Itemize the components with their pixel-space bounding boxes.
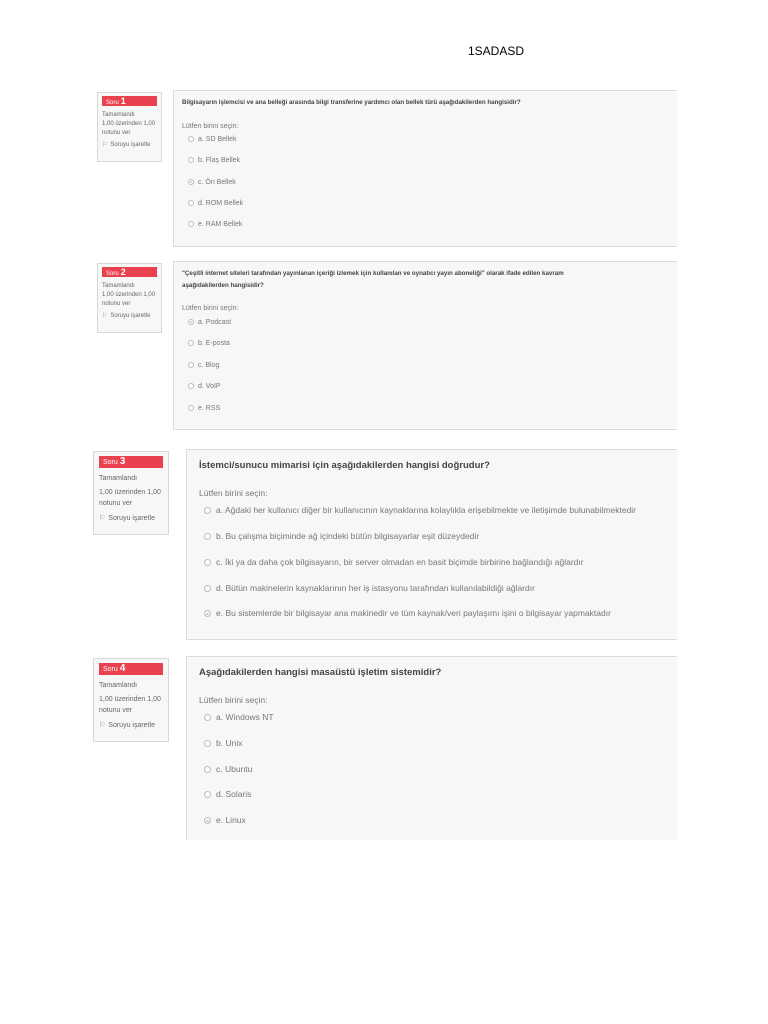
answer-option-e[interactable]	[204, 815, 246, 825]
grade-text: 1,00 üzerinden 1,00	[99, 696, 161, 703]
radio-button[interactable]	[204, 714, 211, 721]
radio-button[interactable]	[204, 791, 211, 798]
option-label: e. Bu sistemlerde bir bilgisayar ana makinedir ve tüm kaynak/veri paylaşımı işini o bilgisayar yapmaktadır	[216, 608, 611, 618]
radio-button[interactable]	[204, 766, 211, 773]
question-content-2	[173, 261, 677, 430]
answer-option-a[interactable]	[188, 319, 231, 326]
question-text: Bilgisayarın işlemcisi ve ana belleği arasında bilgi transferine yardımcı olan bellek türü aşağıdakilerden hangisidir?	[182, 99, 521, 106]
flag-question-link[interactable]	[99, 513, 163, 524]
question-badge	[99, 663, 163, 675]
flag-question-link[interactable]	[102, 312, 157, 321]
question-text: İstemci/sunucu mimarisi için aşağıdakilerden hangisi doğrudur?	[199, 460, 490, 471]
answer-option-d[interactable]	[204, 789, 251, 799]
answer-option-b[interactable]	[188, 157, 240, 164]
option-label: e. RAM Bellek	[198, 221, 243, 228]
grade-text: 1,00 üzerinden 1,00	[102, 292, 156, 298]
flag-label: Soruyu işaretle	[110, 142, 151, 148]
answer-option-c[interactable]	[188, 362, 219, 369]
flag-icon: ⚐	[102, 142, 108, 148]
flag-icon: ⚐	[99, 515, 106, 522]
answer-prompt: Lütfen birini seçin:	[182, 123, 239, 130]
question-text: "Çeşitli internet siteleri tarafından yayınlanan içeriği izlemek için kullanılan ve oynatıcı yayın aboneliği" olarak ifade edilen kavram	[182, 270, 564, 277]
flag-label: Soruyu işaretle	[108, 515, 155, 522]
flag-icon: ⚐	[99, 722, 106, 729]
badge-label: Soru	[106, 100, 119, 106]
answer-option-d[interactable]	[204, 583, 535, 593]
radio-button[interactable]	[188, 405, 194, 411]
answer-option-a[interactable]	[204, 712, 274, 722]
answer-option-d[interactable]	[188, 383, 221, 390]
radio-button[interactable]	[188, 136, 194, 142]
option-label: a. Ağdaki her kullanıcı diğer bir kullanıcının kaynaklarına kolaylıkla erişebilmekte ve iletişimde bulunabilmektedir	[216, 505, 637, 515]
answer-option-e[interactable]	[188, 221, 242, 228]
answer-prompt: Lütfen birini seçin:	[182, 305, 239, 312]
question-info-4	[93, 658, 169, 742]
question-text: Aşağıdakilerden hangisi masaüstü işletim sistemidir?	[199, 667, 442, 678]
option-label: a. SD Bellek	[198, 136, 237, 143]
answer-prompt: Lütfen birini seçin:	[199, 488, 268, 498]
question-info-1	[97, 92, 162, 162]
answer-option-e[interactable]	[188, 405, 220, 412]
answer-option-a[interactable]	[204, 505, 636, 515]
status-text: Tamamlandı	[102, 112, 135, 118]
option-label: d. Solaris	[216, 789, 252, 799]
radio-button[interactable]	[204, 740, 211, 747]
radio-button[interactable]	[204, 585, 211, 592]
question-number: 1	[120, 96, 126, 106]
radio-button-selected[interactable]	[188, 179, 194, 185]
grade-text-2: notunu ver	[102, 301, 131, 307]
answer-option-e[interactable]	[204, 608, 611, 618]
radio-button[interactable]	[204, 559, 211, 566]
question-content-4	[186, 656, 677, 840]
radio-button[interactable]	[188, 362, 194, 368]
status-text: Tamamlandı	[99, 682, 138, 689]
answer-option-a[interactable]	[188, 136, 237, 143]
option-label: e. RSS	[198, 405, 221, 412]
question-info-2	[97, 263, 162, 333]
question-content-1	[173, 90, 677, 247]
grade-text: 1,00 üzerinden 1,00	[102, 121, 156, 127]
question-text-line2: aşağıdakilerden hangisidir?	[182, 282, 264, 289]
badge-label: Soru	[106, 271, 119, 277]
option-label: d. VoIP	[198, 383, 221, 390]
status-text: Tamamlandı	[102, 283, 135, 289]
flag-question-link[interactable]	[102, 141, 157, 150]
option-label: a. Podcast	[198, 319, 232, 326]
answer-option-b[interactable]	[204, 531, 479, 541]
question-info-3	[93, 451, 169, 535]
radio-button-selected[interactable]	[204, 610, 211, 617]
grade-text: 1,00 üzerinden 1,00	[99, 489, 161, 496]
option-label: b. E-posta	[198, 340, 230, 347]
radio-button-selected[interactable]	[188, 319, 194, 325]
radio-button[interactable]	[188, 340, 194, 346]
radio-button[interactable]	[204, 533, 211, 540]
answer-prompt: Lütfen birini seçin:	[199, 695, 268, 705]
question-badge	[102, 267, 157, 277]
option-label: b. Unix	[216, 738, 243, 748]
answer-option-c[interactable]	[188, 179, 236, 186]
grade-text-2: notunu ver	[99, 500, 133, 507]
radio-button[interactable]	[204, 507, 211, 514]
question-content-3	[186, 449, 677, 640]
answer-option-c[interactable]	[204, 557, 584, 567]
answer-option-b[interactable]	[204, 738, 242, 748]
badge-label: Soru	[103, 666, 118, 673]
option-label: b. Flaş Bellek	[198, 157, 241, 164]
radio-button[interactable]	[188, 200, 194, 206]
radio-button-selected[interactable]	[204, 817, 211, 824]
flag-question-link[interactable]	[99, 720, 163, 731]
answer-option-d[interactable]	[188, 200, 243, 207]
flag-label: Soruyu işaretle	[108, 722, 155, 729]
flag-label: Soruyu işaretle	[110, 313, 151, 319]
question-badge	[102, 96, 157, 106]
option-label: c. Blog	[198, 362, 220, 369]
document-title: 1SADASD	[468, 44, 525, 58]
question-number: 4	[119, 663, 126, 674]
option-label: c. Ubuntu	[216, 764, 253, 774]
option-label: d. ROM Bellek	[198, 200, 244, 207]
option-label: a. Windows NT	[216, 712, 274, 722]
option-label: c. İki ya da daha çok bilgisayarın, bir server olmadan en basit biçimde birbirine bağlandığı ağlardır	[216, 557, 584, 567]
grade-text-2: notunu ver	[99, 707, 133, 714]
radio-button[interactable]	[188, 157, 194, 163]
option-label: b. Bu çalışma biçiminde ağ içindeki bütün bilgisayarlar eşit düzeydedir	[216, 531, 480, 541]
option-label: e. Linux	[216, 815, 246, 825]
grade-text-2: notunu ver	[102, 130, 131, 136]
question-badge	[99, 456, 163, 468]
status-text: Tamamlandı	[99, 475, 138, 482]
question-number: 2	[120, 267, 126, 277]
option-label: c. Ön Bellek	[198, 179, 236, 186]
option-label: d. Bütün makinelerin kaynaklarının her iş istasyonu tarafından kullanılabildiği ağlardır	[216, 583, 535, 593]
badge-label: Soru	[103, 459, 118, 466]
radio-button[interactable]	[188, 221, 194, 227]
answer-option-c[interactable]	[204, 764, 252, 774]
radio-button[interactable]	[188, 383, 194, 389]
answer-option-b[interactable]	[188, 340, 230, 347]
question-number: 3	[119, 456, 126, 467]
flag-icon: ⚐	[102, 313, 108, 319]
